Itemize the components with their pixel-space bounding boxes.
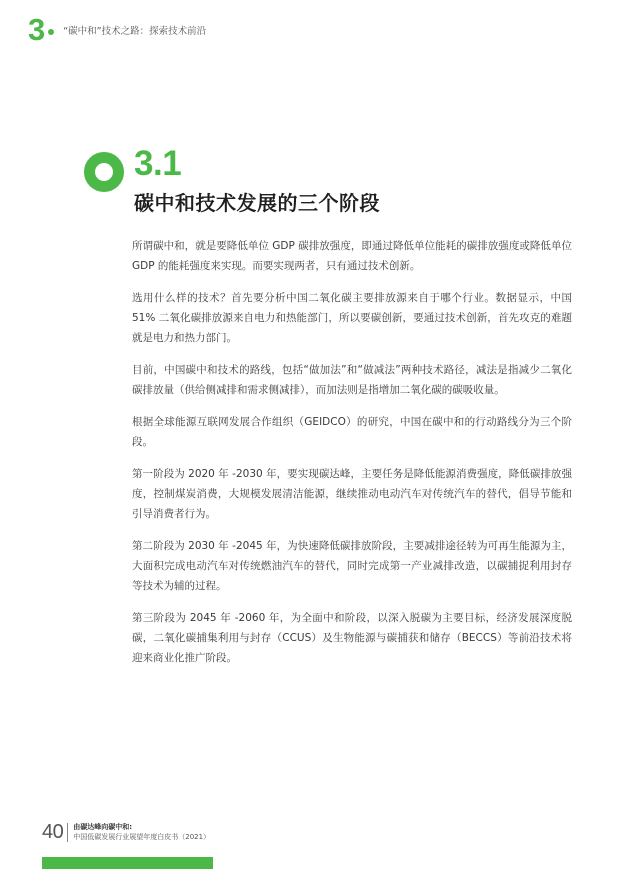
paragraph: 第一阶段为 2020 年 -2030 年，要实现碳达峰，主要任务是降低能源消费强度，降低碳排放强度，控制煤炭消费，大规模发展清洁能源，继续推动电动汽车对传统汽车的替代，倡导节能和引导消费者行为。 [132,468,572,520]
page-footer [42,822,210,842]
footer-divider [67,823,68,842]
running-header [28,11,207,47]
chapter-title: “碳中和”技术之路：探索技术前沿 [63,26,207,37]
paragraph: 目前，中国碳中和技术的路线，包括“做加法”和“做减法”两种技术路径，减法是指减少二氧化碳排放量（供给侧减排和需求侧减排），而加法则是指增加二氧化碳的碳吸收量。 [132,364,572,396]
publication-title-line1: 由碳达峰向碳中和: [73,823,133,831]
publication-title-line2: 中国低碳发展行业展望年度白皮书（2021） [73,833,211,841]
page-number: 40 [42,821,64,843]
section-number: 3.1 [134,144,182,183]
paragraph: 第二阶段为 2030 年 -2045 年，为快速降低碳排放阶段，主要减排途径转为可再生能源为主，大面积完成电动汽车对传统燃油汽车的替代，同时完成第一产业减排改造，以碳捕捉利用封存等技术为辅的过程。 [132,540,572,592]
section-title: 碳中和技术发展的三个阶段 [134,191,380,215]
chapter-dot-icon [48,29,54,35]
publication-title [73,822,210,842]
paragraph: 所谓碳中和，就是要降低单位 GDP 碳排放强度，即通过降低单位能耗的碳排放强度或降低单位 GDP 的能耗强度来实现。而要实现两者，只有通过技术创新。 [132,240,572,272]
chapter-number: 3 [28,11,46,47]
paragraph: 根据全球能源互联网发展合作组织（GEIDCO）的研究，中国在碳中和的行动路线分为三个阶段。 [132,416,572,448]
body-text [132,236,572,680]
paragraph: 选用什么样的技术？首先要分析中国二氧化碳主要排放源来自于哪个行业。数据显示，中国 51% 二氧化碳排放源来自电力和热能部门，所以要碳创新，要通过技术创新，首先攻克的难题就是电力和热力部门。 [132,292,572,344]
footer-accent-bar [42,857,213,869]
section-ring-icon [84,152,124,192]
paragraph: 第三阶段为 2045 年 -2060 年，为全面中和阶段，以深入脱碳为主要目标，经济发展深度脱碳，二氧化碳捕集利用与封存（CCUS）及生物能源与碳捕获和储存（BECCS）等前沿技术将迎来商业化推广阶段。 [132,612,572,664]
